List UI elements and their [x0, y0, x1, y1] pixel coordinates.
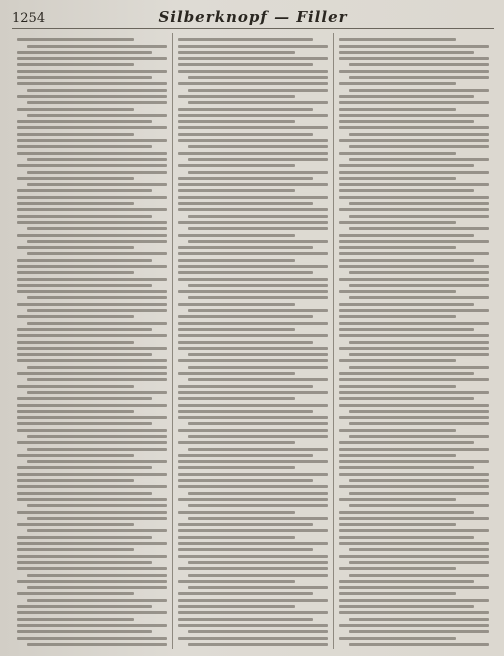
entry-line — [178, 265, 328, 268]
entry-line — [17, 164, 167, 167]
entry-line — [17, 485, 167, 488]
entry-line — [178, 359, 328, 362]
entry-line — [27, 171, 167, 174]
entry-line — [178, 114, 328, 117]
entry-line — [178, 391, 328, 394]
entry-line — [178, 133, 313, 136]
entry-line — [17, 51, 152, 54]
entry-line — [17, 580, 167, 583]
entry-line — [17, 133, 134, 136]
entry-line — [17, 454, 134, 457]
entry-line — [17, 410, 134, 413]
entry-line — [27, 391, 167, 394]
entry-line — [17, 189, 152, 192]
entry-line — [339, 240, 489, 243]
entry-line — [27, 89, 167, 92]
entry-line — [349, 202, 489, 205]
entry-line — [17, 347, 167, 350]
entry-line — [339, 599, 489, 602]
entry-line — [339, 429, 456, 432]
entry-line — [27, 460, 167, 463]
entry-line — [178, 234, 295, 237]
entry-line — [178, 303, 295, 306]
entry-line — [17, 542, 167, 545]
entry-line — [17, 492, 152, 495]
directory-column-3 — [333, 33, 494, 649]
entry-line — [339, 624, 489, 627]
entry-line — [178, 189, 295, 192]
entry-line — [178, 183, 328, 186]
entry-line — [27, 158, 167, 161]
entry-line — [188, 366, 328, 369]
entry-line — [339, 523, 456, 526]
entry-line — [17, 278, 167, 281]
entry-line — [339, 385, 456, 388]
entry-line — [178, 529, 328, 532]
entry-line — [17, 303, 167, 306]
entry-line — [339, 322, 489, 325]
entry-line — [349, 561, 489, 564]
entry-line — [349, 435, 489, 438]
entry-line — [178, 51, 295, 54]
entry-line — [339, 189, 474, 192]
entry-line — [178, 38, 313, 41]
entry-line — [17, 334, 167, 337]
entry-line — [339, 315, 456, 318]
entry-line — [17, 567, 167, 570]
entry-line — [178, 259, 295, 262]
entry-line — [349, 643, 489, 646]
entry-line — [178, 466, 295, 469]
entry-line — [27, 322, 167, 325]
entry-line — [339, 45, 489, 48]
entry-line — [178, 246, 313, 249]
entry-line — [17, 397, 152, 400]
entry-line — [339, 473, 489, 476]
entry-line — [188, 227, 328, 230]
entry-line — [339, 536, 474, 539]
entry-line — [17, 315, 134, 318]
entry-line — [17, 498, 167, 501]
entry-line — [17, 618, 134, 621]
entry-line — [17, 265, 167, 268]
entry-line — [17, 548, 134, 551]
entry-line — [27, 529, 167, 532]
page-number: 1254 — [12, 11, 46, 26]
entry-line — [339, 265, 489, 268]
entry-line — [17, 422, 152, 425]
entry-line — [27, 227, 167, 230]
entry-line — [27, 517, 167, 520]
entry-line — [178, 202, 313, 205]
entry-line — [339, 466, 474, 469]
entry-line — [178, 164, 295, 167]
entry-line — [339, 82, 456, 85]
entry-line — [339, 246, 456, 249]
entry-line — [188, 574, 328, 577]
entry-line — [339, 328, 474, 331]
entry-line — [27, 599, 167, 602]
entry-line — [178, 271, 313, 274]
entry-line — [178, 208, 328, 211]
entry-line — [349, 630, 489, 633]
entry-line — [349, 366, 489, 369]
entry-line — [349, 215, 489, 218]
entry-line — [178, 599, 328, 602]
entry-line — [188, 504, 328, 507]
entry-line — [339, 517, 489, 520]
entry-line — [339, 485, 489, 488]
running-head: Silberknopf — Filler — [158, 8, 348, 26]
entry-line — [27, 45, 167, 48]
entry-line — [178, 334, 328, 337]
entry-line — [17, 359, 167, 362]
entry-line — [349, 271, 489, 274]
entry-line — [339, 126, 489, 129]
entry-line — [339, 208, 489, 211]
entry-line — [17, 152, 167, 155]
entry-line — [178, 473, 328, 476]
entry-line — [188, 492, 328, 495]
entry-line — [188, 378, 328, 381]
entry-line — [349, 410, 489, 413]
entry-line — [178, 196, 328, 199]
entry-line — [17, 76, 152, 79]
entry-line — [188, 215, 328, 218]
entry-line — [17, 561, 152, 564]
entry-line — [339, 454, 456, 457]
entry-line — [178, 611, 328, 614]
entry-line — [349, 479, 489, 482]
entry-line — [349, 76, 489, 79]
entry-line — [17, 271, 134, 274]
entry-line — [178, 315, 313, 318]
entry-line — [349, 574, 489, 577]
entry-line — [178, 397, 295, 400]
entry-line — [339, 108, 456, 111]
entry-line — [178, 57, 328, 60]
entry-line — [17, 479, 134, 482]
entry-line — [17, 82, 167, 85]
entry-line — [17, 202, 134, 205]
entry-line — [27, 378, 167, 381]
entry-line — [178, 252, 328, 255]
entry-line — [27, 574, 167, 577]
entry-line — [349, 284, 489, 287]
entry-line — [339, 95, 474, 98]
entry-line — [178, 139, 328, 142]
entry-line — [178, 441, 295, 444]
entry-line — [17, 234, 167, 237]
entry-line — [349, 63, 489, 66]
entry-line — [17, 341, 134, 344]
entry-line — [188, 422, 328, 425]
entry-line — [339, 303, 474, 306]
entry-line — [349, 133, 489, 136]
entry-line — [188, 435, 328, 438]
entry-line — [339, 120, 474, 123]
entry-line — [339, 397, 474, 400]
entry-line — [178, 152, 328, 155]
entry-line — [339, 460, 489, 463]
entry-line — [27, 435, 167, 438]
entry-line — [339, 586, 489, 589]
entry-line — [188, 448, 328, 451]
entry-line — [339, 70, 489, 73]
entry-line — [339, 372, 474, 375]
entry-line — [349, 145, 489, 148]
entry-line — [17, 605, 152, 608]
entry-line — [339, 404, 489, 407]
entry-line — [339, 592, 456, 595]
entry-line — [27, 309, 167, 312]
entry-line — [17, 416, 167, 419]
entry-line — [178, 498, 328, 501]
entry-line — [349, 492, 489, 495]
entry-line — [188, 284, 328, 287]
entry-line — [17, 630, 152, 633]
entry-line — [339, 378, 489, 381]
entry-line — [17, 70, 167, 73]
entry-line — [17, 511, 167, 514]
entry-line — [178, 372, 295, 375]
entry-line — [188, 171, 328, 174]
entry-line — [188, 586, 328, 589]
entry-line — [27, 504, 167, 507]
entry-line — [339, 416, 489, 419]
entry-line — [349, 504, 489, 507]
entry-line — [17, 555, 167, 558]
entry-line — [27, 101, 167, 104]
entry-line — [178, 542, 328, 545]
entry-line — [17, 353, 152, 356]
entry-line — [17, 145, 152, 148]
entry-line — [349, 353, 489, 356]
entry-line — [339, 567, 456, 570]
entry-line — [339, 498, 456, 501]
entry-line — [188, 309, 328, 312]
entry-line — [178, 95, 295, 98]
entry-line — [339, 221, 456, 224]
entry-line — [188, 240, 328, 243]
entry-line — [178, 511, 295, 514]
entry-line — [17, 473, 167, 476]
entry-line — [339, 164, 474, 167]
entry-line — [188, 643, 328, 646]
entry-line — [339, 171, 489, 174]
entry-line — [339, 278, 489, 281]
entry-line — [339, 511, 474, 514]
entry-line — [178, 416, 328, 419]
entry-line — [188, 517, 328, 520]
entry-line — [339, 152, 456, 155]
entry-line — [17, 108, 134, 111]
entry-line — [339, 196, 489, 199]
entry-line — [339, 139, 489, 142]
entry-line — [349, 618, 489, 621]
page-header — [12, 8, 494, 29]
entry-line — [27, 586, 167, 589]
entry-line — [339, 605, 474, 608]
entry-line — [188, 561, 328, 564]
entry-line — [188, 296, 328, 299]
directory-columns — [12, 33, 494, 649]
entry-line — [17, 404, 167, 407]
entry-line — [349, 548, 489, 551]
entry-line — [17, 246, 134, 249]
entry-line — [17, 441, 167, 444]
entry-line — [17, 592, 134, 595]
entry-line — [339, 542, 489, 545]
entry-line — [178, 328, 295, 331]
entry-line — [349, 89, 489, 92]
entry-line — [339, 448, 489, 451]
entry-line — [27, 240, 167, 243]
entry-line — [178, 429, 328, 432]
entry-line — [339, 334, 489, 337]
entry-line — [178, 580, 295, 583]
entry-line — [17, 221, 167, 224]
entry-line — [27, 114, 167, 117]
entry-line — [178, 410, 313, 413]
entry-line — [339, 114, 489, 117]
entry-line — [339, 391, 489, 394]
entry-line — [339, 529, 489, 532]
entry-line — [27, 296, 167, 299]
entry-line — [178, 637, 328, 640]
entry-line — [188, 76, 328, 79]
entry-line — [178, 605, 295, 608]
entry-line — [178, 555, 328, 558]
entry-line — [339, 183, 489, 186]
entry-line — [178, 454, 313, 457]
entry-line — [188, 89, 328, 92]
entry-line — [339, 177, 456, 180]
entry-line — [188, 158, 328, 161]
entry-line — [349, 341, 489, 344]
entry-line — [178, 82, 328, 85]
entry-line — [178, 278, 328, 281]
entry-line — [349, 158, 489, 161]
entry-line — [17, 95, 167, 98]
entry-line — [17, 177, 134, 180]
entry-line — [17, 126, 167, 129]
entry-line — [339, 441, 474, 444]
entry-line — [349, 296, 489, 299]
entry-line — [178, 385, 313, 388]
entry-line — [27, 643, 167, 646]
entry-line — [339, 290, 456, 293]
entry-line — [188, 353, 328, 356]
entry-line — [178, 592, 313, 595]
entry-line — [339, 637, 456, 640]
entry-line — [178, 45, 328, 48]
entry-line — [339, 347, 489, 350]
entry-line — [178, 618, 313, 621]
entry-line — [178, 126, 328, 129]
entry-line — [17, 372, 167, 375]
entry-line — [349, 422, 489, 425]
entry-line — [339, 101, 489, 104]
entry-line — [17, 208, 167, 211]
entry-line — [178, 548, 313, 551]
entry-line — [339, 359, 456, 362]
entry-line — [17, 328, 152, 331]
entry-line — [17, 196, 167, 199]
entry-line — [17, 38, 134, 41]
entry-line — [17, 466, 152, 469]
entry-line — [17, 637, 167, 640]
entry-line — [178, 221, 328, 224]
entry-line — [188, 101, 328, 104]
entry-line — [339, 252, 489, 255]
entry-line — [178, 347, 328, 350]
entry-line — [17, 290, 167, 293]
entry-line — [178, 523, 313, 526]
entry-line — [339, 555, 489, 558]
entry-line — [27, 448, 167, 451]
entry-line — [27, 366, 167, 369]
entry-line — [178, 624, 328, 627]
entry-line — [339, 580, 474, 583]
entry-line — [17, 284, 152, 287]
entry-line — [178, 322, 328, 325]
entry-line — [339, 38, 456, 41]
entry-line — [178, 177, 313, 180]
entry-line — [17, 429, 167, 432]
entry-line — [188, 630, 328, 633]
directory-column-2 — [172, 33, 333, 649]
entry-line — [339, 234, 474, 237]
entry-line — [178, 460, 328, 463]
entry-line — [17, 624, 167, 627]
entry-line — [178, 479, 313, 482]
entry-line — [27, 183, 167, 186]
entry-line — [349, 227, 489, 230]
entry-line — [178, 341, 313, 344]
entry-line — [17, 63, 134, 66]
entry-line — [17, 611, 167, 614]
entry-line — [339, 51, 474, 54]
entry-line — [339, 611, 489, 614]
entry-line — [17, 385, 134, 388]
entry-line — [178, 536, 295, 539]
entry-line — [178, 70, 328, 73]
entry-line — [178, 485, 328, 488]
entry-line — [339, 57, 489, 60]
entry-line — [17, 120, 152, 123]
directory-column-1 — [12, 33, 172, 649]
entry-line — [178, 290, 328, 293]
entry-line — [17, 259, 152, 262]
entry-line — [17, 523, 134, 526]
entry-line — [27, 252, 167, 255]
entry-line — [17, 215, 152, 218]
entry-line — [178, 108, 313, 111]
entry-line — [178, 63, 313, 66]
entry-line — [339, 259, 474, 262]
entry-line — [339, 309, 489, 312]
entry-line — [17, 57, 167, 60]
entry-line — [178, 404, 328, 407]
entry-line — [188, 145, 328, 148]
entry-line — [17, 139, 167, 142]
entry-line — [17, 536, 152, 539]
entry-line — [178, 120, 295, 123]
entry-line — [178, 567, 328, 570]
